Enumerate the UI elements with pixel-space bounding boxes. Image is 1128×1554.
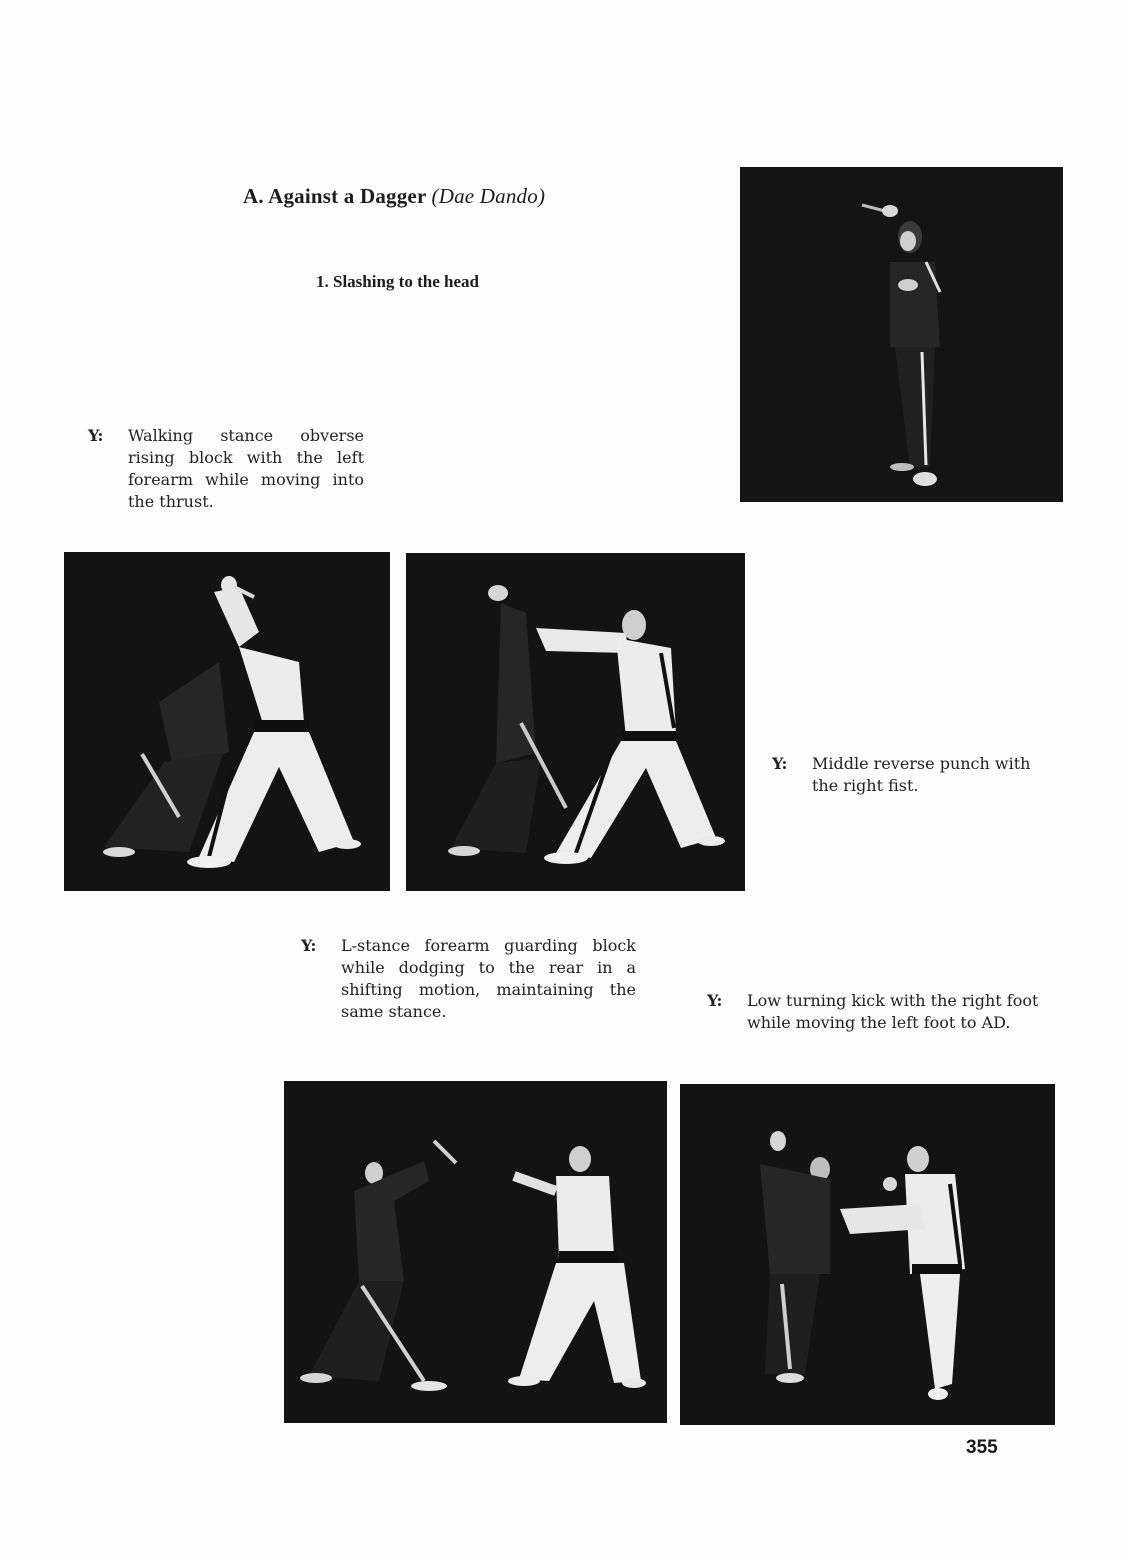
section-heading bbox=[243, 184, 545, 209]
photo-guarding-block bbox=[284, 1081, 667, 1423]
caption-text: Low turning kick with the right foot while moving the left foot to AD. bbox=[747, 991, 1039, 1032]
caption-speaker: Y: bbox=[772, 754, 788, 773]
figure-illustration bbox=[680, 1084, 1055, 1425]
photo-turning-kick bbox=[680, 1084, 1055, 1425]
figure-illustration bbox=[740, 167, 1063, 502]
section-heading-transliteration: (Dae Dando) bbox=[431, 184, 546, 208]
photo-attacker-ready bbox=[740, 167, 1063, 502]
section-heading-label: A. Against a Dagger bbox=[243, 184, 427, 208]
caption-speaker: Y: bbox=[88, 426, 104, 445]
caption-text: L-stance forearm guarding block while dodging to the rear in a shifting motion, maintaining the same stance. bbox=[341, 936, 636, 1021]
page-number: 355 bbox=[966, 1437, 998, 1458]
subsection-heading: 1. Slashing to the head bbox=[316, 272, 479, 291]
caption-text: Walking stance obverse rising block with the left forearm while moving into the thrust. bbox=[128, 426, 364, 511]
photo-rising-block bbox=[64, 552, 390, 891]
caption-speaker: Y: bbox=[301, 936, 317, 955]
caption-reverse-punch bbox=[772, 753, 1052, 797]
caption-guarding-block bbox=[301, 935, 636, 1023]
caption-text: Middle reverse punch with the right fist. bbox=[812, 754, 1031, 795]
figure-illustration bbox=[284, 1081, 667, 1423]
caption-rising-block bbox=[88, 425, 364, 513]
figure-illustration bbox=[406, 553, 745, 891]
caption-turning-kick bbox=[707, 990, 1047, 1034]
caption-speaker: Y: bbox=[707, 991, 723, 1010]
photo-reverse-punch bbox=[406, 553, 745, 891]
figure-illustration bbox=[64, 552, 390, 891]
